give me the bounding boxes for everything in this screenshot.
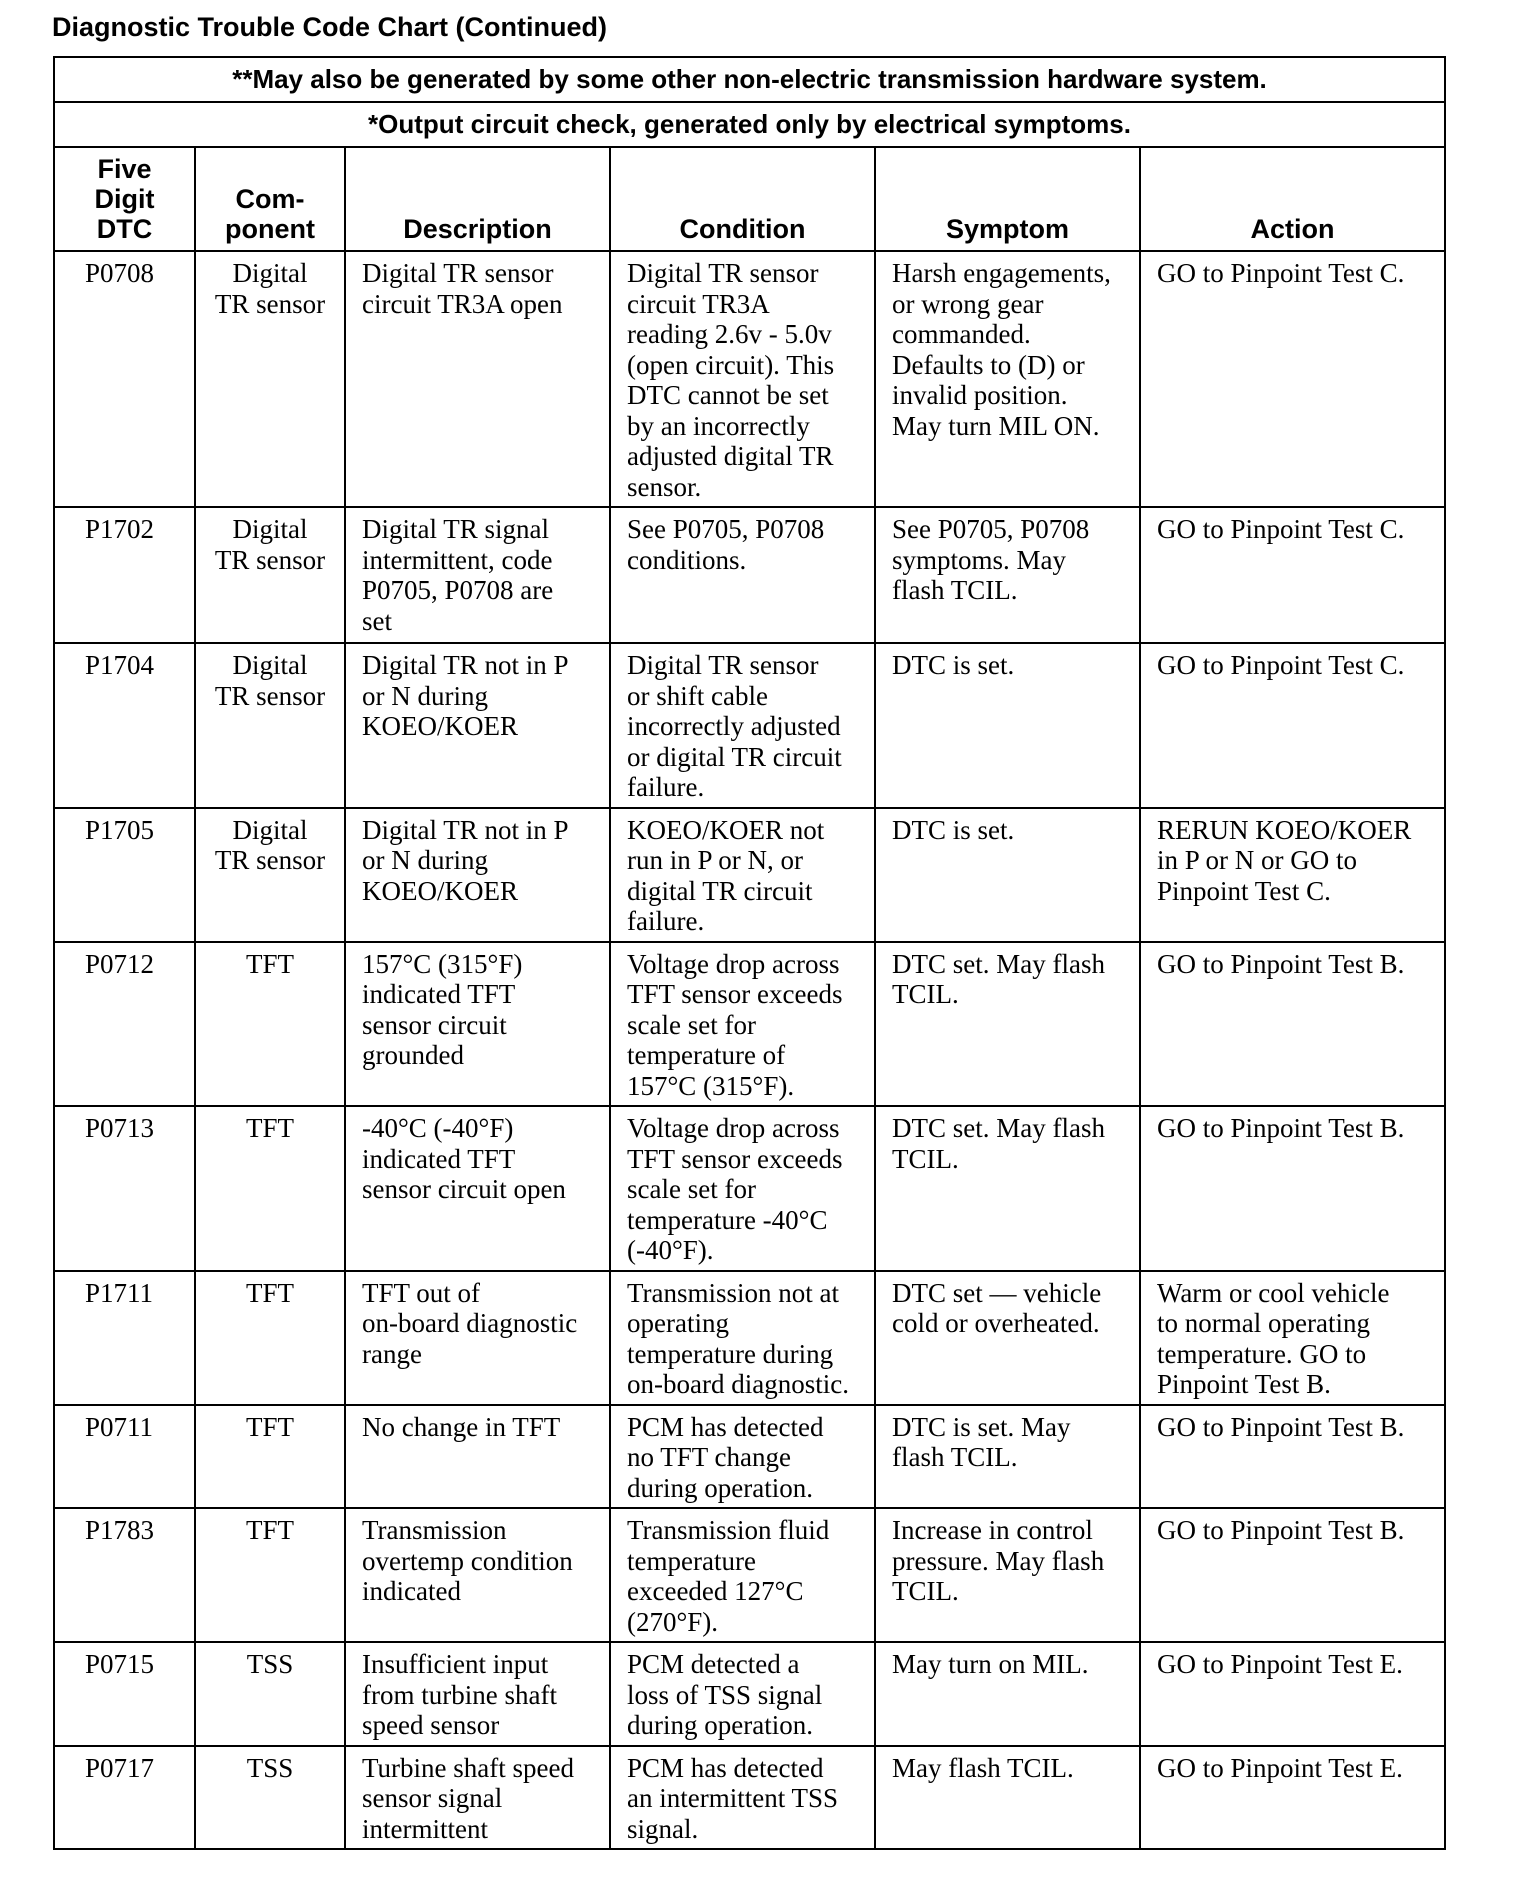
cell-condition [610, 643, 875, 808]
cell-dtc-code: P1705 [54, 808, 195, 942]
cell-condition [610, 942, 875, 1107]
cell-line: or wrong gear [892, 288, 1044, 319]
cell-line: No change in TFT [362, 1411, 561, 1442]
cell-line: incorrectly adjusted [627, 711, 841, 741]
cell-line: GO to Pinpoint Test E. [1157, 1649, 1403, 1679]
cell-dtc-code: P1783 [54, 1508, 195, 1642]
cell-component [195, 1508, 345, 1642]
cell-line: TFT [245, 948, 294, 979]
cell-line: TCIL. [892, 1143, 959, 1174]
cell-line: TFT sensor exceeds [627, 1143, 843, 1174]
cell-line: run in P or N, or [627, 845, 803, 875]
cell-condition [610, 507, 875, 643]
cell-line: Transmission fluid [627, 1515, 830, 1545]
cell-line: GO to Pinpoint Test C. [1157, 258, 1405, 288]
cell-line: from turbine shaft [362, 1679, 557, 1710]
cell-action [1140, 1746, 1445, 1850]
cell-line: Digital TR not in P [362, 650, 569, 680]
cell-symptom [875, 942, 1140, 1107]
cell-dtc-code: P1711 [54, 1271, 195, 1405]
cell-line: TCIL. [892, 1576, 959, 1606]
table-row [54, 1746, 1445, 1850]
cell-line: Pinpoint Test C. [1157, 875, 1331, 906]
cell-action [1140, 1642, 1445, 1746]
page-title: Diagnostic Trouble Code Chart (Continued) [52, 12, 607, 42]
cell-line: Digital TR not in P [362, 814, 569, 845]
cell-line: May turn on MIL. [892, 1649, 1089, 1679]
cell-line: DTC is set. [892, 814, 1015, 845]
table-row [54, 251, 1445, 507]
cell-line: GO to Pinpoint Test B. [1157, 1515, 1405, 1545]
cell-line: flash TCIL. [892, 575, 1018, 605]
cell-line: on-board diagnostic. [627, 1369, 849, 1399]
cell-dtc-code: P0717 [54, 1746, 195, 1850]
cell-line: indicated TFT [362, 1143, 516, 1174]
cell-line: Transmission not at [627, 1277, 840, 1308]
table-row [54, 1405, 1445, 1509]
header-component [195, 147, 345, 251]
cell-description [345, 808, 610, 942]
cell-line: failure. [627, 906, 705, 936]
cell-line: temperature [627, 1545, 756, 1576]
cell-line: DTC is set. May [892, 1411, 1071, 1442]
cell-line: PCM has detected [627, 1752, 824, 1783]
cell-line: PCM detected a [627, 1649, 800, 1679]
cell-line: May flash TCIL. [892, 1752, 1074, 1783]
cell-line: circuit TR3A [627, 288, 770, 319]
cell-dtc-code: P1704 [54, 643, 195, 808]
cell-line: TR sensor [214, 680, 326, 711]
header-line: Com- [235, 184, 305, 214]
cell-line: Digital TR sensor [362, 258, 554, 288]
cell-symptom [875, 1508, 1140, 1642]
cell-line: operating [627, 1308, 729, 1338]
cell-line: loss of TSS signal [627, 1679, 823, 1710]
cell-line: TR sensor [214, 845, 326, 875]
cell-line: RERUN KOEO/KOER [1157, 814, 1412, 845]
cell-line: failure. [627, 772, 705, 802]
cell-line: sensor signal [362, 1783, 503, 1813]
cell-action [1140, 1405, 1445, 1509]
table-row [54, 1271, 1445, 1405]
table-row [54, 808, 1445, 942]
cell-line: exceeded 127°C [627, 1576, 804, 1606]
cell-line: DTC set. May flash [892, 948, 1105, 979]
cell-line: sensor circuit open [362, 1174, 566, 1204]
cell-line: invalid position. [892, 380, 1068, 410]
cell-line: DTC cannot be set [627, 380, 829, 410]
cell-line: GO to Pinpoint Test E. [1157, 1752, 1403, 1783]
table-row [54, 1508, 1445, 1642]
note-hardware: **May also be generated by some other non-electric transmission hardware system. [54, 57, 1445, 102]
cell-component [195, 251, 345, 507]
cell-description [345, 643, 610, 808]
cell-component [195, 507, 345, 643]
cell-action [1140, 1271, 1445, 1405]
cell-component [195, 643, 345, 808]
cell-line: during operation. [627, 1472, 813, 1503]
table-header-row [54, 147, 1445, 251]
cell-line: in P or N or GO to [1157, 845, 1357, 875]
cell-line: on-board diagnostic [362, 1308, 578, 1338]
cell-description [345, 507, 610, 643]
cell-symptom [875, 1271, 1140, 1405]
cell-line: Digital [232, 514, 308, 544]
cell-line: no TFT change [627, 1442, 791, 1472]
cell-line: Transmission [362, 1515, 507, 1545]
cell-line: Voltage drop across [627, 1113, 840, 1143]
cell-line: TSS [246, 1649, 294, 1679]
cell-line: KOEO/KOER not [627, 814, 825, 845]
cell-symptom [875, 808, 1140, 942]
cell-line: TFT sensor exceeds [627, 979, 843, 1009]
cell-line: KOEO/KOER [362, 875, 518, 906]
cell-line: GO to Pinpoint Test C. [1157, 514, 1405, 544]
cell-symptom [875, 507, 1140, 643]
cell-line: See P0705, P0708 [892, 514, 1090, 544]
cell-line: or shift cable [627, 680, 768, 711]
cell-line: reading 2.6v - 5.0v [627, 319, 832, 349]
cell-line: Warm or cool vehicle [1157, 1277, 1390, 1308]
cell-line: cold or overheated. [892, 1308, 1100, 1338]
cell-description [345, 1746, 610, 1850]
cell-line: or digital TR circuit [627, 741, 842, 772]
cell-dtc-code: P0711 [54, 1405, 195, 1509]
cell-symptom [875, 1405, 1140, 1509]
cell-component [195, 808, 345, 942]
cell-line: PCM has detected [627, 1411, 824, 1442]
cell-line: May turn MIL ON. [892, 410, 1100, 441]
cell-line: TFT [245, 1515, 294, 1545]
cell-action [1140, 1508, 1445, 1642]
cell-line: Digital [232, 814, 308, 845]
header-action: Action [1140, 147, 1445, 251]
cell-line: signal. [627, 1813, 699, 1844]
table-row [54, 1642, 1445, 1746]
cell-line: DTC is set. [892, 650, 1015, 680]
header-description: Description [345, 147, 610, 251]
cell-line: KOEO/KOER [362, 711, 518, 741]
cell-condition [610, 1271, 875, 1405]
dtc-chart-table [53, 56, 1446, 1850]
table-row [54, 507, 1445, 643]
cell-symptom [875, 251, 1140, 507]
cell-dtc-code: P0715 [54, 1642, 195, 1746]
cell-line: scale set for [627, 1009, 756, 1040]
cell-description [345, 942, 610, 1107]
cell-line: or N during [362, 680, 488, 711]
cell-action [1140, 942, 1445, 1107]
cell-line: (-40°F). [627, 1235, 714, 1265]
cell-action [1140, 808, 1445, 942]
cell-line: sensor. [627, 471, 702, 502]
cell-symptom [875, 1106, 1140, 1271]
cell-line: TR sensor [214, 544, 326, 575]
cell-line: adjusted digital TR [627, 441, 834, 471]
cell-line: Pinpoint Test B. [1157, 1369, 1331, 1399]
cell-line: GO to Pinpoint Test B. [1157, 948, 1405, 979]
cell-line: TFT [245, 1411, 294, 1442]
cell-line: speed sensor [362, 1710, 500, 1740]
cell-condition [610, 1642, 875, 1746]
cell-line: TFT [245, 1113, 294, 1143]
note-output-check: *Output circuit check, generated only by electrical symptoms. [54, 102, 1445, 147]
cell-line: intermittent, code [362, 544, 553, 575]
cell-line: an intermittent TSS [627, 1783, 838, 1813]
cell-line: Harsh engagements, [892, 258, 1111, 288]
cell-line: symptoms. May [892, 544, 1067, 575]
cell-line: conditions. [627, 544, 747, 575]
cell-line: 157°C (315°F) [362, 948, 523, 979]
cell-dtc-code: P1702 [54, 507, 195, 643]
cell-component [195, 1642, 345, 1746]
cell-line: digital TR circuit [627, 875, 813, 906]
cell-line: sensor circuit [362, 1009, 507, 1040]
cell-line: indicated [362, 1576, 461, 1606]
cell-line: GO to Pinpoint Test B. [1157, 1411, 1405, 1442]
cell-line: TFT [245, 1277, 294, 1308]
header-line: Five [97, 154, 152, 184]
table-row [54, 942, 1445, 1107]
note-row-output-check [54, 102, 1445, 147]
cell-description [345, 1642, 610, 1746]
cell-line: temperature. GO to [1157, 1338, 1367, 1369]
cell-line: Digital TR sensor [627, 650, 819, 680]
cell-line: scale set for [627, 1174, 756, 1204]
cell-action [1140, 1106, 1445, 1271]
cell-line: Increase in control [892, 1515, 1093, 1545]
cell-line: GO to Pinpoint Test B. [1157, 1113, 1405, 1143]
header-five-digit-dtc [54, 147, 195, 251]
cell-line: TFT out of [362, 1277, 481, 1308]
cell-line: TR sensor [214, 288, 326, 319]
cell-component [195, 1746, 345, 1850]
header-condition: Condition [610, 147, 875, 251]
table-row [54, 643, 1445, 808]
cell-line: or N during [362, 845, 488, 875]
cell-line: intermittent [362, 1813, 488, 1844]
cell-condition [610, 251, 875, 507]
cell-line: TCIL. [892, 979, 959, 1009]
cell-line: indicated TFT [362, 979, 516, 1009]
cell-line: P0705, P0708 are [362, 575, 554, 605]
cell-line: Turbine shaft speed [362, 1752, 574, 1783]
cell-line: to normal operating [1157, 1308, 1370, 1338]
cell-action [1140, 507, 1445, 643]
cell-line: DTC set. May flash [892, 1113, 1105, 1143]
cell-condition [610, 1508, 875, 1642]
cell-description [345, 1405, 610, 1509]
cell-line: temperature during [627, 1338, 834, 1369]
header-symptom: Symptom [875, 147, 1140, 251]
cell-line: Defaults to (D) or [892, 349, 1085, 380]
cell-line: during operation. [627, 1710, 813, 1740]
cell-line: Voltage drop across [627, 948, 840, 979]
cell-component [195, 942, 345, 1107]
cell-action [1140, 251, 1445, 507]
cell-line: (open circuit). This [627, 349, 835, 380]
cell-description [345, 1508, 610, 1642]
cell-description [345, 251, 610, 507]
cell-condition [610, 1106, 875, 1271]
cell-line: by an incorrectly [627, 410, 810, 441]
note-row-hardware [54, 57, 1445, 102]
cell-line: 157°C (315°F). [627, 1070, 795, 1101]
cell-line: TSS [246, 1752, 294, 1783]
cell-line: set [362, 605, 392, 636]
cell-dtc-code: P0713 [54, 1106, 195, 1271]
cell-line: See P0705, P0708 [627, 514, 825, 544]
cell-line: Digital [232, 258, 308, 288]
cell-line: DTC set — vehicle [892, 1277, 1102, 1308]
cell-description [345, 1271, 610, 1405]
cell-component [195, 1405, 345, 1509]
cell-line: Digital TR signal [362, 514, 549, 544]
cell-component [195, 1271, 345, 1405]
cell-line: circuit TR3A open [362, 288, 563, 319]
cell-action [1140, 643, 1445, 808]
cell-condition [610, 1746, 875, 1850]
cell-line: (270°F). [627, 1606, 719, 1637]
cell-line: range [362, 1338, 422, 1369]
cell-condition [610, 1405, 875, 1509]
cell-line: Digital TR sensor [627, 258, 819, 288]
cell-line: Insufficient input [362, 1649, 549, 1679]
cell-line: Digital [232, 650, 308, 680]
cell-dtc-code: P0712 [54, 942, 195, 1107]
cell-symptom [875, 1746, 1140, 1850]
cell-line: commanded. [892, 319, 1031, 349]
header-line: Digit [94, 184, 155, 214]
cell-description [345, 1106, 610, 1271]
cell-component [195, 1106, 345, 1271]
cell-line: grounded [362, 1040, 464, 1070]
cell-dtc-code: P0708 [54, 251, 195, 507]
cell-symptom [875, 643, 1140, 808]
cell-line: temperature -40°C [627, 1204, 828, 1235]
table-row [54, 1106, 1445, 1271]
header-line: ponent [225, 214, 315, 244]
cell-line: temperature of [627, 1040, 786, 1070]
cell-line: -40°C (-40°F) [362, 1113, 514, 1143]
cell-symptom [875, 1642, 1140, 1746]
cell-condition [610, 808, 875, 942]
cell-line: flash TCIL. [892, 1442, 1018, 1472]
cell-line: overtemp condition [362, 1545, 573, 1576]
header-line: DTC [96, 214, 153, 244]
cell-line: pressure. May flash [892, 1545, 1105, 1576]
cell-line: GO to Pinpoint Test C. [1157, 650, 1405, 680]
